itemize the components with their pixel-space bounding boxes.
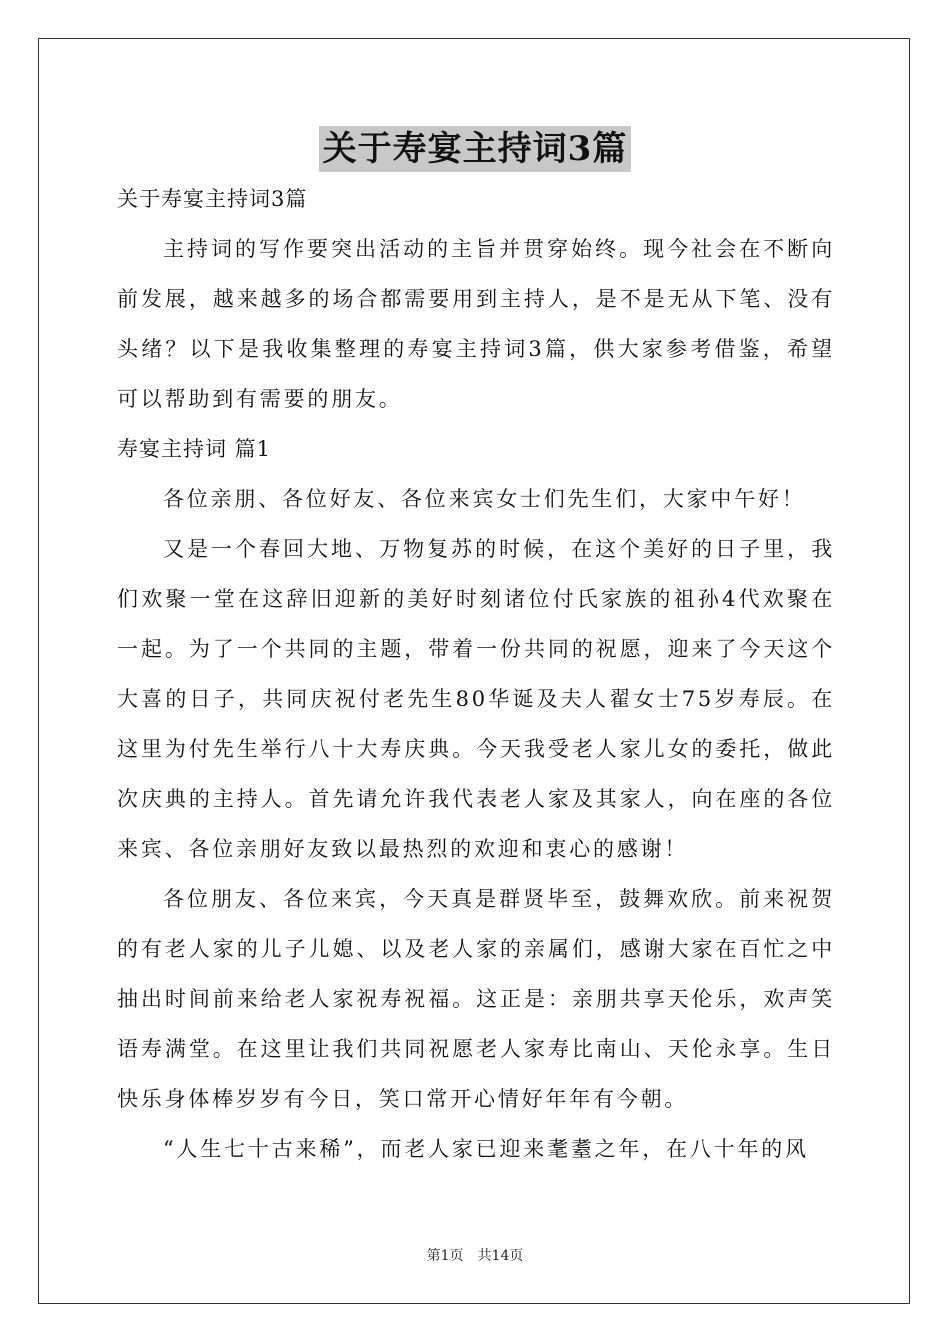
page-number: 第1页 共14页	[426, 1248, 524, 1264]
document-title: 关于寿宴主持词3篇	[319, 126, 632, 172]
intro-paragraph: 主持词的写作要突出活动的主旨并贯穿始终。现今社会在不断向前发展，越来越多的场合都需要用到主持人，是不是无从下笔、没有头绪？以下是我收集整理的寿宴主持词3篇，供大家参考借鉴，希望可以帮助到有需要的朋友。	[117, 237, 835, 411]
subtitle-line: 关于寿宴主持词3篇	[117, 187, 308, 211]
body-paragraph: 各位亲朋、各位好友、各位来宾女士们先生们，大家中午好！	[163, 487, 806, 511]
document-body	[117, 180, 835, 1174]
body-paragraph: 又是一个春回大地、万物复苏的时候，在这个美好的日子里，我们欢聚一堂在这辞旧迎新的美好时刻诸位付氏家族的祖孙4代欢聚在一起。为了一个共同的主题，带着一份共同的祝愿，迎来了今天这个大喜的日子，共同庆祝付老先生80华诞及夫人翟女士75岁寿辰。在这里为付先生举行八十大寿庆典。今天我受老人家儿女的委托，做此次庆典的主持人。首先请允许我代表老人家及其家人，向在座的各位来宾、各位亲朋好友致以最热烈的欢迎和衷心的感谢！	[117, 537, 835, 861]
body-paragraph: “人生七十古来稀”，而老人家已迎来耄耋之年，在八十年的风	[163, 1137, 809, 1161]
page-footer	[0, 1246, 950, 1266]
section-heading: 寿宴主持词 篇1	[117, 437, 272, 461]
title-area	[0, 126, 950, 172]
body-paragraph: 各位朋友、各位来宾，今天真是群贤毕至，鼓舞欢欣。前来祝贺的有老人家的儿子儿媳、以及老人家的亲属们，感谢大家在百忙之中抽出时间前来给老人家祝寿祝福。这正是：亲朋共享天伦乐，欢声笑语寿满堂。在这里让我们共同祝愿老人家寿比南山、天伦永享。生日快乐身体棒岁岁有今日，笑口常开心情好年年有今朝。	[117, 887, 835, 1111]
